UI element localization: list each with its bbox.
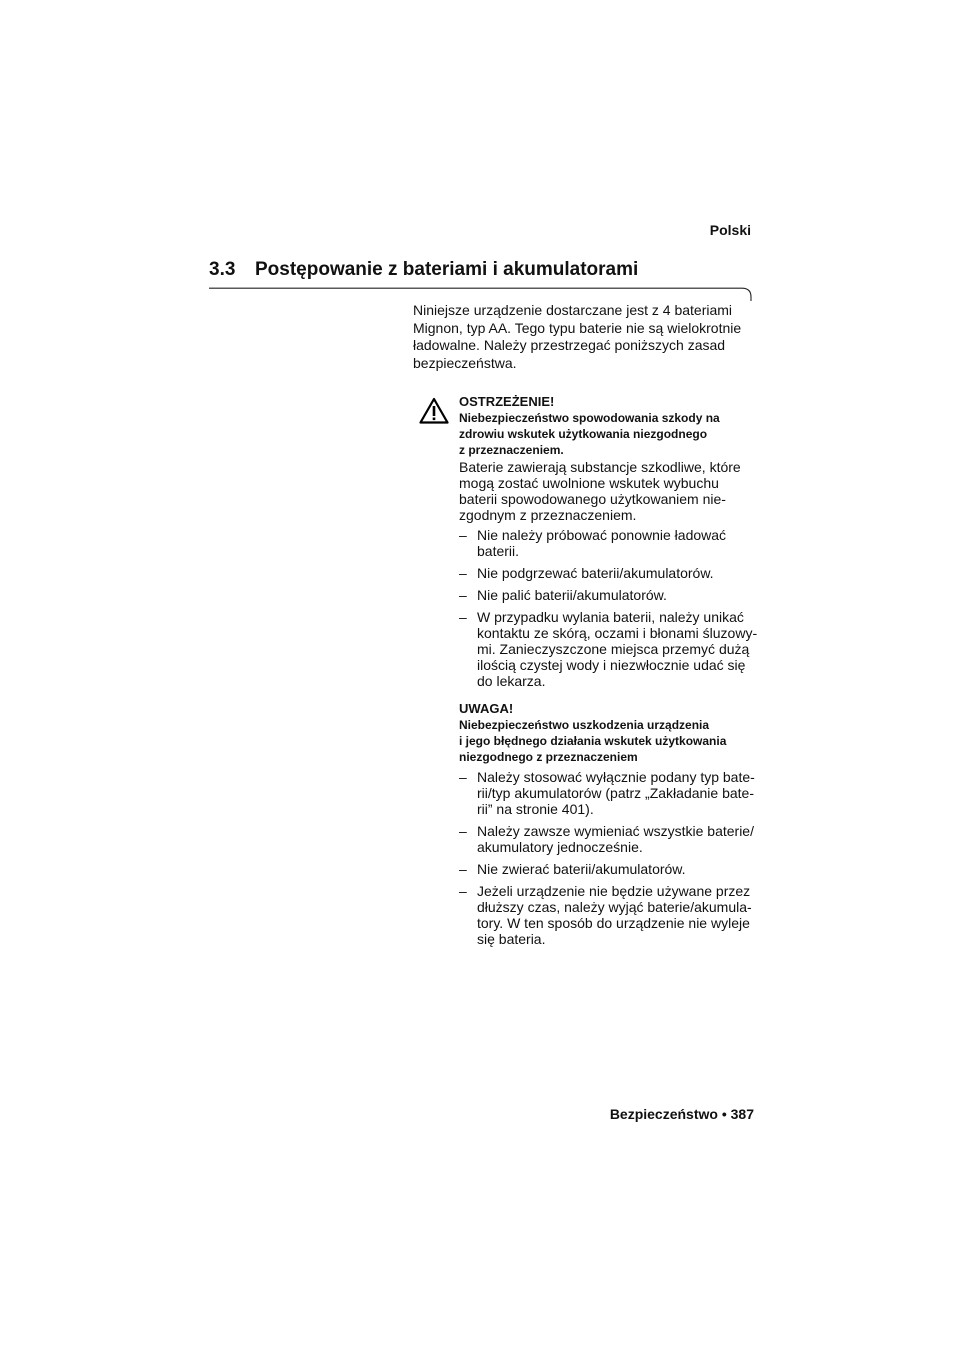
list-item: – W przypadku wylania baterii, należy unikać kontaktu ze skórą, oczami i błonami śluzowymi. Zanieczyszczone miejsca przemyć dużą ilością czystej wody i niezwłocznie udać się do lekarza. [459,609,758,689]
warning-title: OSTRZEŻENIE! [459,394,555,409]
page-footer: Bezpieczeństwo • 387 [609,1106,754,1122]
caution-subtitle [459,717,758,765]
section-number: 3.3 [209,259,236,280]
heading-rule [209,287,752,301]
list-item: – Nie palić baterii/akumulatorów. [459,587,667,603]
caution-title: UWAGA! [459,701,514,716]
section-heading [209,259,638,281]
intro-paragraph: Niniejsze urządzenie dostarczane jest z 4 bateriami Mignon, typ AA. Tego typu baterie nie są wielokrotnie ładowalne. Należy przestrzegać poniższych zasad bezpieczeństwa. [413,302,742,371]
warning-list [459,527,758,689]
list-item: – Jeżeli urządzenie nie będzie używane przez dłuższy czas, należy wyjąć baterie/akumulatory. W ten sposób do urządzenie nie wyleje się bateria. [459,883,752,947]
warning-triangle-icon [419,397,449,424]
list-item: – Nie należy próbować ponownie ładować baterii. [459,527,727,559]
warning-block [413,394,758,947]
list-item: – Nie podgrzewać baterii/akumulatorów. [459,565,714,581]
header-language: Polski [709,222,751,238]
list-item: – Nie zwierać baterii/akumulatorów. [459,861,686,877]
section-title: Postępowanie z bateriami i akumulatorami [255,259,639,280]
warning-body: Baterie zawierają substancje szkodliwe, które mogą zostać uwolnione wskutek wybuchu baterii spowodowanego użytkowaniem niezgodnym z przeznaczeniem. [459,459,741,523]
main-content [413,302,758,953]
list-item: – Należy stosować wyłącznie podany typ baterii/typ akumulatorów (patrz „Zakładanie baterii” na stronie 401). [459,769,755,817]
caution-list [459,769,758,947]
warning-subtitle-line: z przeznaczeniem. [459,443,564,457]
list-item: – Należy zawsze wymieniać wszystkie baterie/ akumulatory jednocześnie. [459,823,754,855]
caution-subtitle-line: Niebezpieczeństwo uszkodzenia urządzenia [459,718,710,732]
caution-subtitle-line: niezgodnego z przeznaczeniem [459,750,638,764]
caution-subtitle-line: i jego błędnego działania wskutek użytkowania [459,734,727,748]
warning-subtitle-line: zdrowiu wskutek użytkowania niezgodnego [459,427,708,441]
warning-subtitle [459,410,758,458]
warning-subtitle-line: Niebezpieczeństwo spowodowania szkody na [459,411,720,425]
